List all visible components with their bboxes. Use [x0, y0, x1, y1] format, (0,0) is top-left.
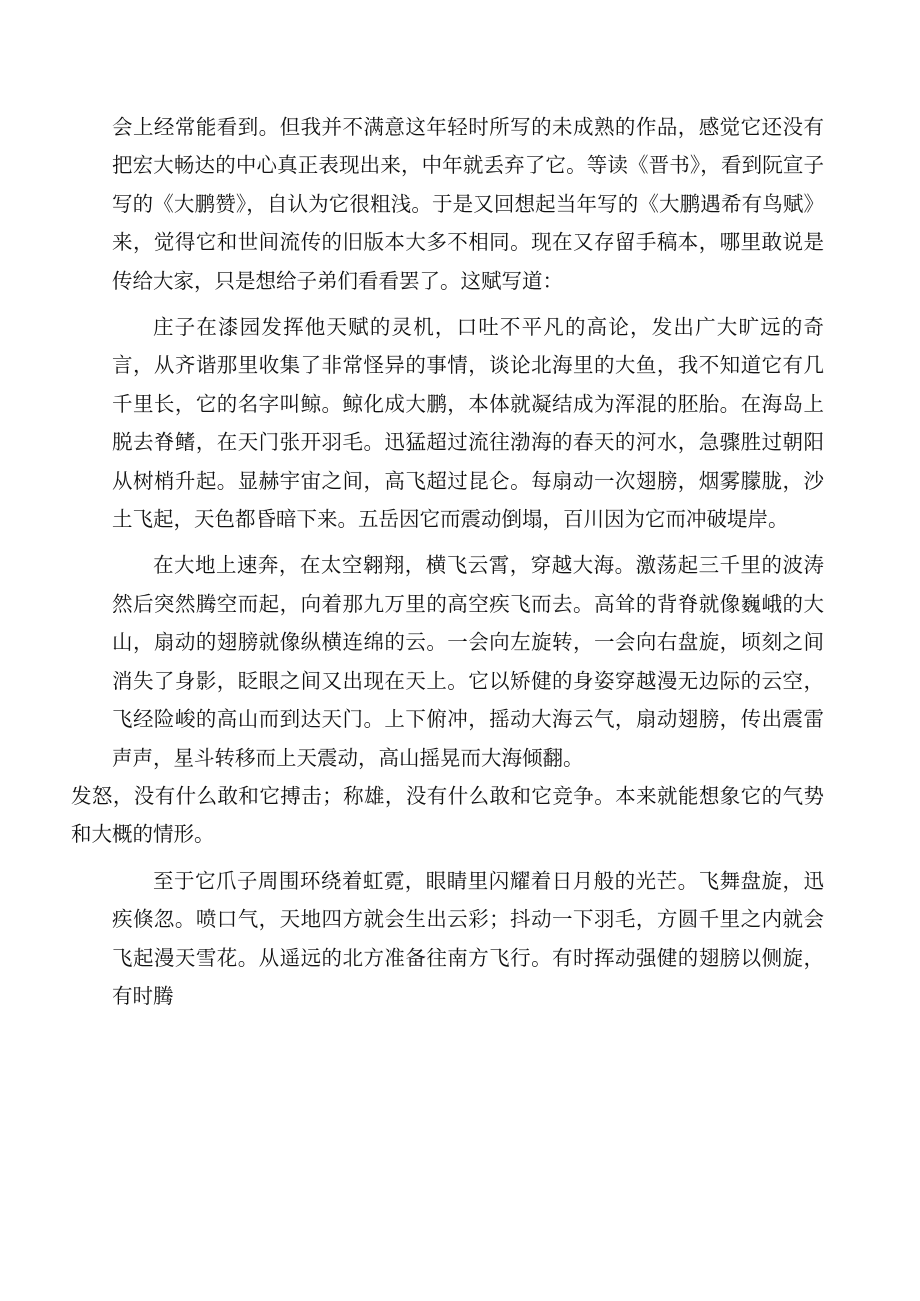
paragraph-gap: [112, 854, 824, 862]
paragraph-flight: 在大地上速奔，在太空翱翔，横飞云霄，穿越大海。激荡起三千里的波涛然后突然腾空而起，向着那九万里的高空疾飞而去。高耸的背脊就像巍峨的大山，扇动的翅膀就像纵横连绵的云。一会向左旋转，一会向右盘旋，顷刻之间消失了身影，眨眼之间又出现在天上。它以矫健的身姿穿越漫无边际的云空，飞经险峻的高山而到达天门。上下俯冲，摇动大海云气，扇动翅膀，传出震雷声声，星斗转移而上天震动，高山摇晃而大海倾翻。: [112, 553, 824, 770]
paragraph-gap: [112, 538, 824, 546]
paragraph-preface: 会上经常能看到。但我并不满意这年轻时所写的未成熟的作品，感觉它还没有把宏大畅达的中心真正表现出来，中年就丢弃了它。等读《晋书》，看到阮宣子写的《大鹏赞》，自认为它很粗浅。于是又回想起当年写的《大鹏遇希有鸟赋》来，觉得它和世间流传的旧版本大多不相同。现在又存留手稿本，哪里敢说是传给大家，只是想给子弟们看看罢了。这赋写道：: [112, 115, 824, 293]
document-page: [71, 108, 824, 1015]
paragraph-gap: [112, 300, 824, 308]
paragraph-zhuangzi: 庄子在漆园发挥他天赋的灵机，口吐不平凡的高论，发出广大旷远的奇言，从齐谐那里收集了非常怪异的事情，谈论北海里的大鱼，我不知道它有几千里长，它的名字叫鲸。鲸化成大鹏，本体就凝结成为浑混的胚胎。在海岛上脱去脊鳍，在天门张开羽毛。迅猛超过流往渤海的春天的河水，急骤胜过朝阳从树梢升起。显赫宇宙之间，高飞超过昆仑。每扇动一次翅膀，烟雾朦胧，沙土飞起，天色都昏暗下来。五岳因它而震动倒塌，百川因为它而冲破堤岸。: [112, 315, 824, 532]
paragraph-anger: 发怒，没有什么敢和它搏击；称雄，没有什么敢和它竞争。本来就能想象它的气势和大概的情形。: [71, 783, 824, 847]
paragraph-claws: 至于它爪子周围环绕着虹霓，眼睛里闪耀着日月般的光芒。飞舞盘旋，迅疾倏忽。喷口气，天地四方就会生出云彩；抖动一下羽毛，方圆千里之内就会飞起漫天雪花。从遥远的北方准备往南方飞行。有时挥动强健的翅膀以侧旋，有时腾: [112, 868, 824, 1008]
